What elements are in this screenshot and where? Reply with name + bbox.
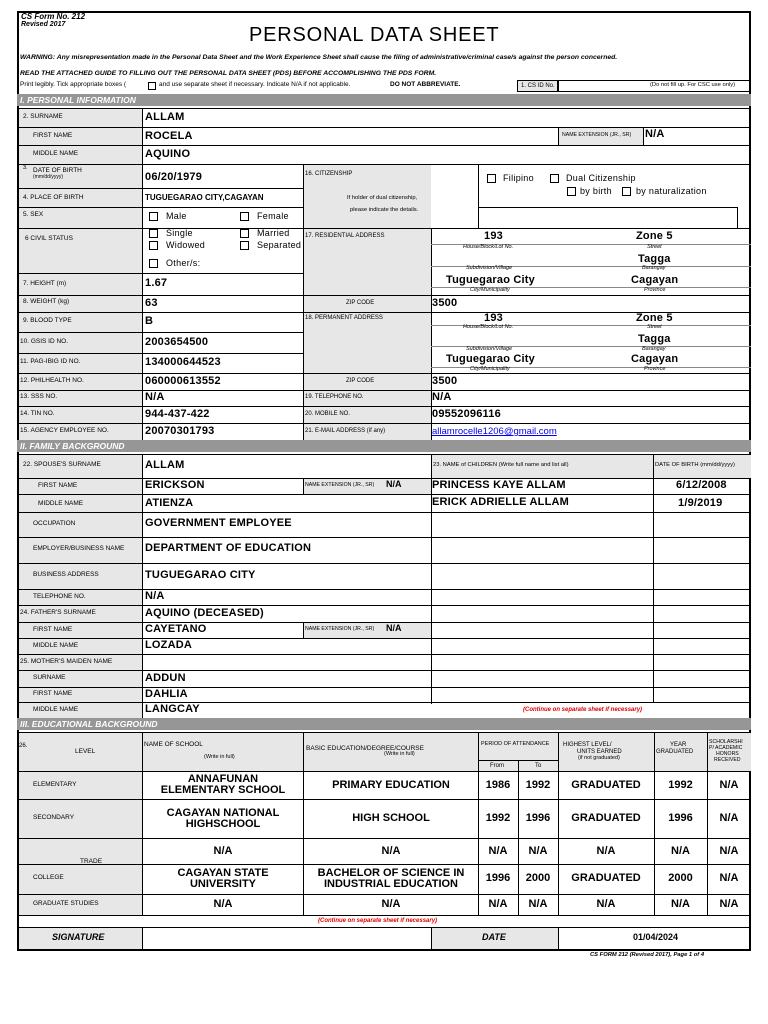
dual-citizenship-label: Dual Citizenship [566,173,636,183]
email-link[interactable]: allamrocelle1206@gmail.com [432,426,557,437]
edu-school-secondary-2[interactable]: HIGHSCHOOL [185,818,261,830]
pagibig-label: 11. PAG-IBIG ID NO. [20,358,81,365]
others-checkbox[interactable] [149,259,158,268]
edu-school-vocational[interactable]: N/A [213,845,233,857]
edu-to-header: To [535,763,542,769]
res-barangay-value[interactable]: Tagga [638,253,671,265]
child-2-name[interactable]: ERICK ADRIELLE ALLAM [432,496,570,508]
child-2-dob[interactable]: 1/9/2019 [678,497,723,509]
philhealth-value[interactable]: 060000613552 [145,375,221,387]
edu-course-college-1[interactable]: BACHELOR OF SCIENCE IN [317,867,465,879]
edu-course-elementary[interactable]: PRIMARY EDUCATION [332,779,450,791]
date-value[interactable]: 01/04/2024 [633,932,679,942]
dob-number: 3. [23,165,28,171]
edu-honors-secondary[interactable]: N/A [719,812,739,824]
edu-notgrad-header: (if not graduated) [578,755,620,761]
edu-scholar-header-1: SCHOLARSHI [709,739,743,745]
edu-course-graduate[interactable]: N/A [381,898,401,910]
child-dob-label: DATE OF BIRTH (mm/dd/yyyy) [655,462,735,468]
edu-to-vocational[interactable]: N/A [528,845,548,857]
filipino-label: Filipino [503,173,534,183]
form-number: CS Form No. 212 [21,12,86,21]
res-barangay-caption: Barangay [642,265,666,271]
child-1-dob[interactable]: 6/12/2008 [676,479,727,491]
weight-value[interactable]: 63 [145,297,158,309]
section-educational-background: III. EDUCATIONAL BACKGROUND [17,718,751,730]
female-label: Female [257,211,289,221]
res-street-value[interactable]: Zone 5 [636,230,673,242]
pagibig-value[interactable]: 134000644523 [145,356,221,368]
edu-number: 26. [19,743,28,749]
edu-from-secondary[interactable]: 1992 [485,812,511,824]
father-middle-label: MIDDLE NAME [33,642,79,649]
gsis-value[interactable]: 2003654500 [145,336,209,348]
father-first-label: FIRST NAME [33,626,73,633]
perm-street-value[interactable]: Zone 5 [636,312,673,324]
blood-label: 9. BLOOD TYPE [23,317,72,324]
name-ext-value[interactable]: N/A [645,128,665,140]
mother-first-label: FIRST NAME [33,690,73,697]
edu-from-elementary[interactable]: 1986 [485,779,511,791]
mother-middle-value[interactable]: LANGCAY [145,703,200,715]
perm-province-caption: Province [644,366,666,372]
edu-from-vocational[interactable]: N/A [488,845,508,857]
cs-id-label: 1. CS ID No. [521,83,555,89]
edu-graduated-header: GRADUATED [656,749,694,755]
warning-text: WARNING: Any misrepresentation made in the Personal Data Sheet and the Work Experience Sheet shall cause the filing of administrative/criminal case/s against the person concerned. [20,54,618,61]
father-ext-value[interactable]: N/A [386,623,402,633]
father-first-value[interactable]: CAYETANO [145,623,207,635]
single-checkbox[interactable] [149,229,158,238]
page-title: PERSONAL DATA SHEET [249,24,500,46]
employer-value[interactable]: DEPARTMENT OF EDUCATION [145,542,312,554]
father-middle-value[interactable]: LOZADA [145,639,193,651]
pob-value[interactable]: TUGUEGARAO CITY,CAGAYAN [145,193,264,202]
edu-school-graduate[interactable]: N/A [213,898,233,910]
widowed-label: Widowed [166,240,206,250]
edu-from-header: From [490,763,504,769]
by-naturalization-checkbox[interactable] [622,187,631,196]
edu-level-elementary: ELEMENTARY [33,781,77,788]
edu-level-secondary: SECONDARY [33,814,75,821]
edu-school-header: NAME OF SCHOOL [144,741,203,748]
citizenship-label: 16. CITIZENSHIP [305,171,353,177]
spouse-surname-label: 22. SPOUSE'S SURNAME [23,461,101,468]
perm-street-caption: Street [647,324,662,330]
separated-label: Separated [257,240,302,250]
others-label: Other/s: [166,258,201,268]
single-label: Single [166,229,193,238]
spouse-first-value[interactable]: ERICKSON [145,479,205,491]
tin-value[interactable]: 944-437-422 [145,408,210,420]
edu-honors-elementary[interactable]: N/A [719,779,739,791]
edu-level-college: COLLEGE [33,874,64,881]
section-family-background: II. FAMILY BACKGROUND [17,440,751,452]
signature-field[interactable] [143,928,431,949]
res-address-label: 17. RESIDENTIAL ADDRESS [305,233,385,239]
edu-course-header: BASIC EDUCATION/DEGREE/COURSE [306,745,424,752]
by-naturalization-label: by naturalization [636,186,707,196]
date-label: DATE [482,932,506,942]
middle-name-label: MIDDLE NAME [33,150,79,157]
by-birth-checkbox[interactable] [567,187,576,196]
perm-barangay-caption: Barangay [642,346,666,352]
edu-level-trade: TRADE [80,858,103,864]
mobile-label: 20. MOBILE NO. [305,411,351,417]
height-value[interactable]: 1.67 [145,277,168,289]
perm-house-caption: House/Block/Lot No. [463,324,514,330]
separated-checkbox[interactable] [240,241,249,250]
edu-highest-elementary[interactable]: GRADUATED [571,779,641,791]
civil-status-label: 6 CIVIL STATUS [25,235,73,242]
edu-scholar-header-3: HONORS [716,751,739,757]
father-ext-label: NAME EXTENSION (JR., SR) [305,626,375,632]
edu-highest-college[interactable]: GRADUATED [571,872,641,884]
mobile-value[interactable]: 09552096116 [432,408,501,420]
edu-course-secondary[interactable]: HIGH SCHOOL [352,812,430,824]
edu-to-secondary[interactable]: 1996 [525,812,551,824]
edu-from-college[interactable]: 1996 [485,872,511,884]
dob-label: DATE OF BIRTH [33,167,82,174]
do-not-abbreviate: DO NOT ABBREVIATE. [390,81,461,88]
perm-zip-value[interactable]: 3500 [432,375,458,387]
middle-name-value[interactable]: AQUINO [145,148,191,160]
weight-label: 8. WEIGHT (kg) [23,298,70,305]
edu-level-graduate: GRADUATE STUDIES [33,900,99,907]
spouse-ext-label: NAME EXTENSION (JR., SR) [305,482,375,488]
res-city-caption: City/Municipality [470,287,510,293]
res-subdiv-caption: Subdivision/Village [466,265,513,271]
mother-surname-value[interactable]: ADDUN [145,672,186,684]
gsis-label: 10. GSIS ID NO. [20,338,69,345]
agency-label: 15. AGENCY EMPLOYEE NO. [20,427,109,434]
tin-label: 14. TIN NO. [20,410,55,417]
height-label: 7. HEIGHT (m) [23,280,67,287]
res-zip-label: ZIP CODE [346,300,375,306]
perm-city-caption: City/Municipality [470,366,510,372]
guide-text: READ THE ATTACHED GUIDE TO FILLING OUT THE PERSONAL DATA SHEET (PDS) BEFORE ACCOMPLISHING THE PDS FORM. [20,70,437,77]
occupation-value[interactable]: GOVERNMENT EMPLOYEE [145,517,292,529]
res-zip-value[interactable]: 3500 [432,297,458,309]
first-name-label: FIRST NAME [33,132,73,139]
csc-use-note: (Do not fill up. For CSC use only) [650,82,736,88]
res-province-caption: Province [644,287,666,293]
pob-label: 4. PLACE OF BIRTH [23,194,84,201]
perm-address-label: 18. PERMANENT ADDRESS [305,315,383,321]
sex-label: 5. SEX [23,211,44,218]
edu-highest-graduate[interactable]: N/A [596,898,616,910]
edu-year-header: YEAR [670,742,687,748]
edu-scholar-header-4: RECEIVED [714,757,741,763]
edu-year-secondary[interactable]: 1996 [668,812,693,824]
perm-province-value[interactable]: Cagayan [631,353,679,365]
email-label: 21. E-MAIL ADDRESS (if any) [305,428,386,434]
print-legibly: Print legibly. Tick appropriate boxes ( [20,81,127,88]
res-province-value[interactable]: Cagayan [631,274,679,286]
spouse-first-label: FIRST NAME [38,482,78,489]
edu-school-college-1[interactable]: CAGAYAN STATE [177,867,269,879]
perm-city-value[interactable]: Tuguegarao City [446,353,535,365]
perm-zip-label: ZIP CODE [346,378,375,384]
edu-scholar-header-2: P/ ACADEMIC [709,745,743,751]
edu-units-header: UNITS EARNED [577,749,622,755]
employer-label: EMPLOYER/BUSINESS NAME [33,545,125,552]
sss-value[interactable]: N/A [145,391,165,403]
spouse-middle-value[interactable]: ATIENZA [145,497,194,509]
edu-level-header: LEVEL [75,748,96,755]
female-checkbox[interactable] [240,212,249,221]
edu-honors-college[interactable]: N/A [719,872,739,884]
widowed-checkbox[interactable] [149,241,158,250]
family-continue-note: (Continue on separate sheet if necessary) [523,707,643,713]
edu-course-write-full: (Write in full) [384,751,415,757]
telephone-label: 19. TELEPHONE NO. [305,394,364,400]
edu-year-graduate[interactable]: N/A [671,898,690,910]
father-surname-value[interactable]: AQUINO (DECEASED) [145,607,264,619]
res-city-value[interactable]: Tuguegarao City [446,274,535,286]
filipino-checkbox[interactable] [487,174,496,183]
edu-school-write-full: (Write in full) [204,754,235,760]
edu-period-header: PERIOD OF ATTENDANCE [481,741,550,747]
spouse-telephone-value[interactable]: N/A [145,590,165,602]
dual-note-2: please indicate the details. [350,207,419,213]
male-label: Male [166,211,187,221]
page-footer: CS FORM 212 (Revised 2017), Page 1 of 4 [590,952,705,958]
mother-middle-label: MIDDLE NAME [33,706,79,713]
print-legibly-cont: and use separate sheet if necessary. Indicate N/A if not applicable. [159,81,351,88]
edu-to-elementary[interactable]: 1992 [525,779,551,791]
male-checkbox[interactable] [149,212,158,221]
married-checkbox[interactable] [240,229,249,238]
res-house-caption: House/Block/Lot No. [463,244,514,250]
edu-highest-secondary[interactable]: GRADUATED [571,812,641,824]
edu-level-vocational-clip [20,855,140,864]
dob-format: (mm/dd/yyyy) [33,174,63,180]
edu-honors-vocational[interactable]: N/A [719,845,739,857]
dual-citizenship-checkbox[interactable] [550,174,559,183]
edu-from-graduate[interactable]: N/A [488,898,508,910]
first-name-value[interactable]: ROCELA [145,130,193,142]
mother-surname-label: SURNAME [33,674,66,681]
spouse-surname-value[interactable]: ALLAM [145,459,185,471]
revised-label: Revised 2017 [21,21,66,28]
telephone-value[interactable]: N/A [432,391,452,403]
edu-year-vocational[interactable]: N/A [671,845,690,857]
edu-course-vocational[interactable]: N/A [381,845,401,857]
surname-label: 2. SURNAME [23,113,63,120]
mother-label: 25. MOTHER'S MAIDEN NAME [20,658,113,665]
spouse-middle-label: MIDDLE NAME [38,500,84,507]
perm-house-value[interactable]: 193 [484,312,503,324]
perm-barangay-value[interactable]: Tagga [638,333,671,345]
dual-note-1: If holder of dual citizenship, [347,195,418,201]
dob-value[interactable]: 06/20/1979 [145,171,203,183]
edu-course-college-2[interactable]: INDUSTRIAL EDUCATION [323,878,459,890]
edu-honors-graduate[interactable]: N/A [719,898,739,910]
sss-label: 13. SSS NO. [20,393,58,400]
occupation-label: OCCUPATION [33,520,76,527]
perm-subdiv-caption: Subdivision/Village [466,346,513,352]
edu-school-elementary-1[interactable]: ANNAFUNAN [187,773,259,785]
edu-school-secondary-1[interactable]: CAGAYAN NATIONAL [166,807,280,819]
edu-school-college-2[interactable]: UNIVERSITY [189,878,256,890]
name-ext-label: NAME EXTENSION (JR., SR) [562,132,632,138]
business-address-value[interactable]: TUGUEGARAO CITY [145,569,256,581]
mother-first-value[interactable]: DAHLIA [145,688,188,700]
signature-label: SIGNATURE [52,932,105,942]
agency-value[interactable]: 20070301793 [145,425,215,437]
blood-value[interactable]: B [145,315,154,327]
child-1-name[interactable]: PRINCESS KAYE ALLAM [432,479,566,491]
edu-year-college[interactable]: 2000 [668,872,693,884]
edu-year-elementary[interactable]: 1992 [668,779,693,791]
res-house-value[interactable]: 193 [484,230,503,242]
res-street-caption: Street [647,244,662,250]
edu-school-elementary-2[interactable]: ELEMENTARY SCHOOL [160,784,286,796]
children-label: 23. NAME of CHILDREN (Write full name and list all) [433,462,569,468]
philhealth-label: 12. PHILHEALTH NO. [20,377,84,384]
section-personal-info: I. PERSONAL INFORMATION [17,94,751,106]
edu-highest-vocational[interactable]: N/A [596,845,616,857]
surname-value[interactable]: ALLAM [145,111,185,123]
spouse-telephone-label: TELEPHONE NO. [33,593,86,600]
business-address-label: BUSINESS ADDRESS [33,571,99,578]
edu-continue-note: (Continue on separate sheet if necessary) [318,918,438,924]
edu-to-graduate[interactable]: N/A [528,898,548,910]
edu-to-college[interactable]: 2000 [525,872,551,884]
father-surname-label: 24. FATHER'S SURNAME [20,609,96,616]
tick-sample-checkbox [148,82,156,90]
by-birth-label: by birth [580,186,612,196]
edu-highest-header: HIGHEST LEVEL/ [563,742,612,748]
married-label: Married [257,229,290,238]
spouse-ext-value[interactable]: N/A [386,479,402,489]
